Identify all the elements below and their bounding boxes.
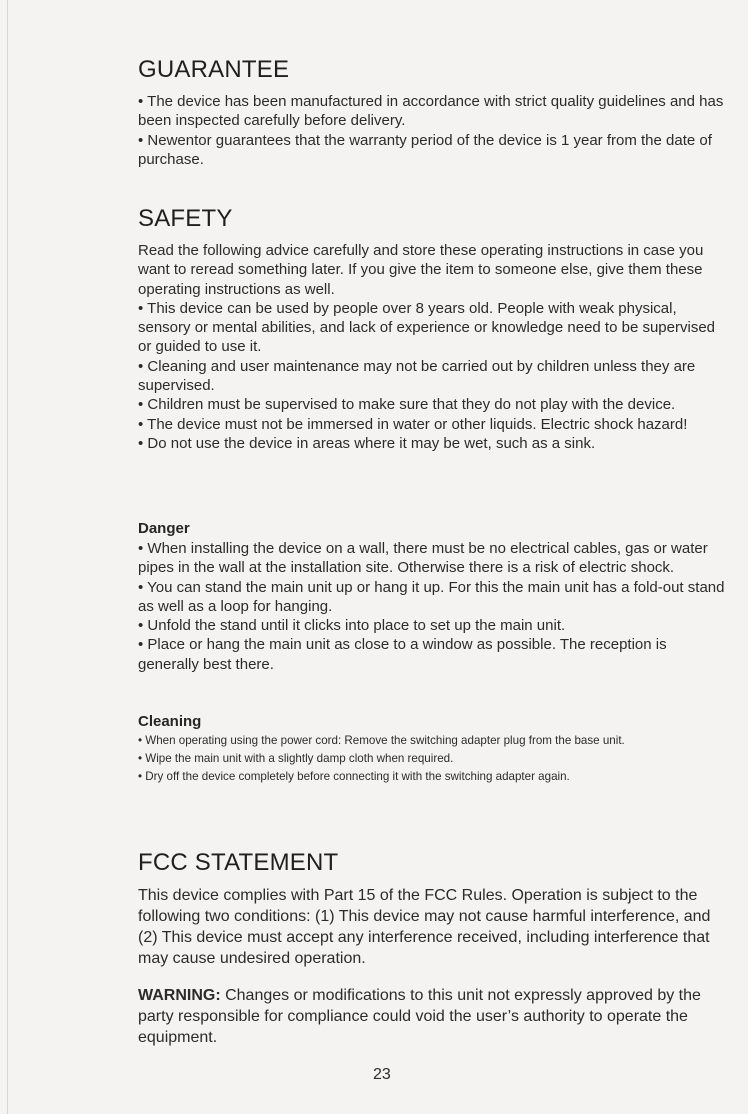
danger-item: • Place or hang the main unit as close to a window as possible. The reception is generally best there. xyxy=(138,635,730,674)
page-edge-line xyxy=(7,0,8,1114)
safety-item: • Do not use the device in areas where it may be wet, such as a sink. xyxy=(138,434,730,453)
safety-heading: SAFETY xyxy=(138,205,233,232)
page-number: 23 xyxy=(373,1066,391,1083)
danger-item: • When installing the device on a wall, there must be no electrical cables, gas or water pipes in the wall at the installation site. Otherwise there is a risk of electric shock. xyxy=(138,539,730,578)
guarantee-section xyxy=(138,56,730,169)
fcc-section xyxy=(138,849,730,969)
safety-section xyxy=(138,205,730,453)
warning-text: Changes or modifications to this unit not expressly approved by the party responsible for compliance could void the user’s authority to operate the equipment. xyxy=(138,987,701,1046)
safety-item: • The device must not be immersed in water or other liquids. Electric shock hazard! xyxy=(138,415,730,434)
safety-item: • This device can be used by people over 8 years old. People with weak physical, sensory or mental abilities, and lack of experience or knowledge need to be supervised or guided to use it. xyxy=(138,299,730,357)
cleaning-item: • When operating using the power cord: Remove the switching adapter plug from the base unit. xyxy=(138,732,730,750)
guarantee-heading: GUARANTEE xyxy=(138,56,290,83)
danger-item: • Unfold the stand until it clicks into place to set up the main unit. xyxy=(138,616,730,635)
fcc-text: This device complies with Part 15 of the FCC Rules. Operation is subject to the following two conditions: (1) This device may not cause harmful interference, and (2) This device must accept any interference received, including interference that may cause undesired operation. xyxy=(138,887,711,967)
cleaning-heading: Cleaning xyxy=(138,713,202,730)
cleaning-item: • Dry off the device completely before connecting it with the switching adapter again. xyxy=(138,768,730,786)
cleaning-section xyxy=(138,713,730,786)
warning-section xyxy=(138,985,730,1048)
danger-section xyxy=(138,520,730,674)
danger-item: • You can stand the main unit up or hang it up. For this the main unit has a fold-out stand as well as a loop for hanging. xyxy=(138,578,730,617)
guarantee-item: • Newentor guarantees that the warranty period of the device is 1 year from the date of purchase. xyxy=(138,131,730,170)
safety-intro: Read the following advice carefully and store these operating instructions in case you want to reread something later. If you give the item to someone else, give them these operating instructions as well. xyxy=(138,242,704,298)
danger-heading: Danger xyxy=(138,520,190,537)
safety-item: • Children must be supervised to make sure that they do not play with the device. xyxy=(138,395,730,414)
fcc-heading: FCC STATEMENT xyxy=(138,849,339,876)
warning-label: WARNING: xyxy=(138,987,221,1004)
warning-paragraph xyxy=(138,985,730,1048)
cleaning-item: • Wipe the main unit with a slightly damp cloth when required. xyxy=(138,750,730,768)
safety-item: • Cleaning and user maintenance may not be carried out by children unless they are supervised. xyxy=(138,357,730,396)
guarantee-item: • The device has been manufactured in accordance with strict quality guidelines and has been inspected carefully before delivery. xyxy=(138,92,730,131)
